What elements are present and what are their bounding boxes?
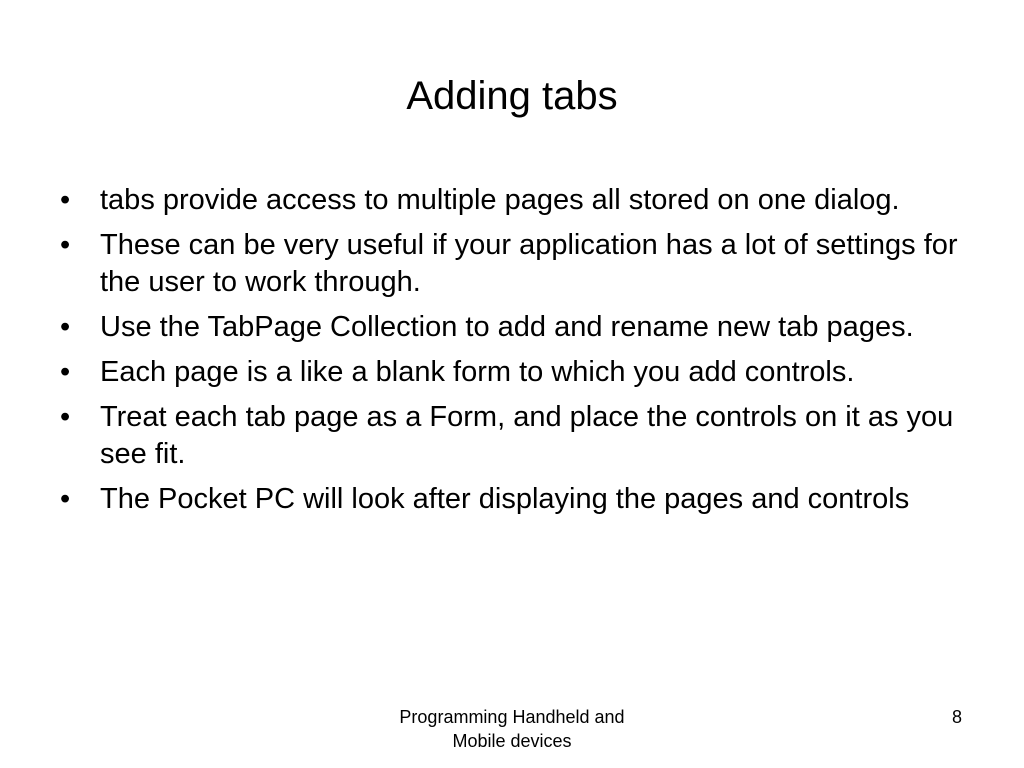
footer-line-2: Mobile devices bbox=[452, 731, 572, 751]
bullet-marker: • bbox=[60, 229, 71, 261]
bullet-text: tabs provide access to multiple pages all stored on one dialog. bbox=[100, 184, 900, 216]
bullet-item bbox=[52, 399, 972, 473]
bullet-text: Treat each tab page as a Form, and place the controls on it as you see fit. bbox=[100, 401, 954, 470]
bullet-item bbox=[52, 481, 972, 518]
bullet-text: These can be very useful if your application has a lot of settings for the user to work through. bbox=[100, 229, 958, 298]
bullet-item bbox=[52, 354, 972, 391]
bullet-list bbox=[52, 182, 972, 526]
bullet-text: Each page is a like a blank form to which you add controls. bbox=[100, 356, 855, 388]
bullet-marker: • bbox=[60, 184, 71, 216]
bullet-marker: • bbox=[60, 483, 71, 515]
bullet-text: The Pocket PC will look after displaying the pages and controls bbox=[100, 483, 910, 515]
slide-title: Adding tabs bbox=[406, 74, 618, 118]
bullet-marker: • bbox=[60, 311, 71, 343]
bullet-marker: • bbox=[60, 401, 71, 433]
bullet-marker: • bbox=[60, 356, 71, 388]
slide-number: 8 bbox=[951, 707, 962, 727]
bullet-item bbox=[52, 182, 972, 219]
footer-course-title bbox=[362, 705, 662, 753]
bullet-text: Use the TabPage Collection to add and rename new tab pages. bbox=[100, 311, 914, 343]
footer-line-1: Programming Handheld and bbox=[399, 707, 625, 727]
bullet-item bbox=[52, 227, 972, 301]
bullet-item bbox=[52, 309, 972, 346]
